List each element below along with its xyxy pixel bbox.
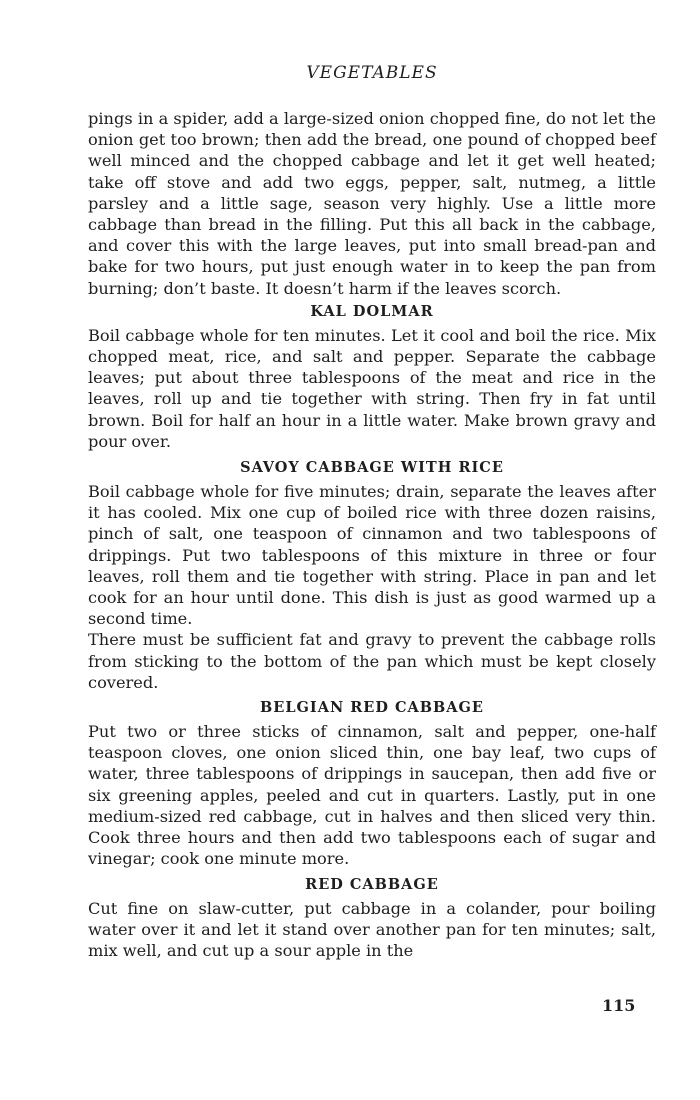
book-page [88,58,656,961]
recipe-title: RED CABBAGE [305,875,439,893]
recipe-title: SAVOY CABBAGE WITH RICE [240,459,504,477]
running-head: VEGETABLES [306,63,438,83]
recipe-red-cabbage [88,872,656,962]
recipe-paragraph: Cut fine on slaw-cutter, put cabbage in a colander, pour boiling water over it and let it stand over another pan for ten minutes; salt, mix well, and cut up a sour apple in the [88,898,656,960]
page-number: 115 [602,996,636,1015]
recipe-savoy-cabbage-with-rice [88,455,656,693]
recipe-belgian-red-cabbage [88,695,656,869]
recipe-title: BELGIAN RED CABBAGE [260,699,484,717]
intro-paragraph: pings in a spider, add a large-sized onion chopped fine, do not let the onion get too brown; then add the bread, one pound of chopped beef well minced and the chopped cabbage and let it get well heated; take off stove and add two eggs, pepper, salt, nutmeg, a little parsley and a little sage, season very highly. Use a little more cabbage than bread in the filling. Put this all back in the cabbage, and cover this with the large leaves, put into small bread-pan and bake for two hours, put just enough water in to keep the pan from burning; don’t baste. It doesn’t harm if the leaves scorch. [88,109,656,298]
recipe-paragraph: There must be sufficient fat and gravy to prevent the cabbage rolls from sticking to the bottom of the pan which must be kept closely covered. [88,630,656,692]
recipe-paragraph: Boil cabbage whole for ten minutes. Let it cool and boil the rice. Mix chopped meat, rice, and salt and pepper. Separate the cabbage leaves; put about three tablespoons of the meat and rice in the leaves, roll up and tie together with string. Then fry in fat until brown. Boil for half an hour in a little water. Make brown gravy and pour over. [88,325,656,451]
recipe-kal-dolmar [88,299,656,452]
recipe-paragraph: Boil cabbage whole for five minutes; drain, separate the leaves after it has cooled. Mix one cup of boiled rice with three dozen raisins, pinch of salt, one teaspoon of cinnamon and two tablespoons of drippings. Put two tablespoons of this mixture in three or four leaves, roll them and tie together with string. Place in pan and let cook for an hour until done. This dish is just as good warmed up a second time. [88,482,656,629]
recipe-paragraph: Put two or three sticks of cinnamon, salt and pepper, one-half teaspoon cloves, one onion sliced thin, one bay leaf, two cups of water, three tablespoons of drippings in saucepan, then add five or six greening apples, peeled and cut in quarters. Lastly, put in one medium-sized red cabbage, cut in halves and then sliced very thin. Cook three hours and then add two tablespoons each of sugar and vinegar; cook one minute more. [88,722,656,869]
recipe-title: KAL DOLMAR [310,302,434,320]
